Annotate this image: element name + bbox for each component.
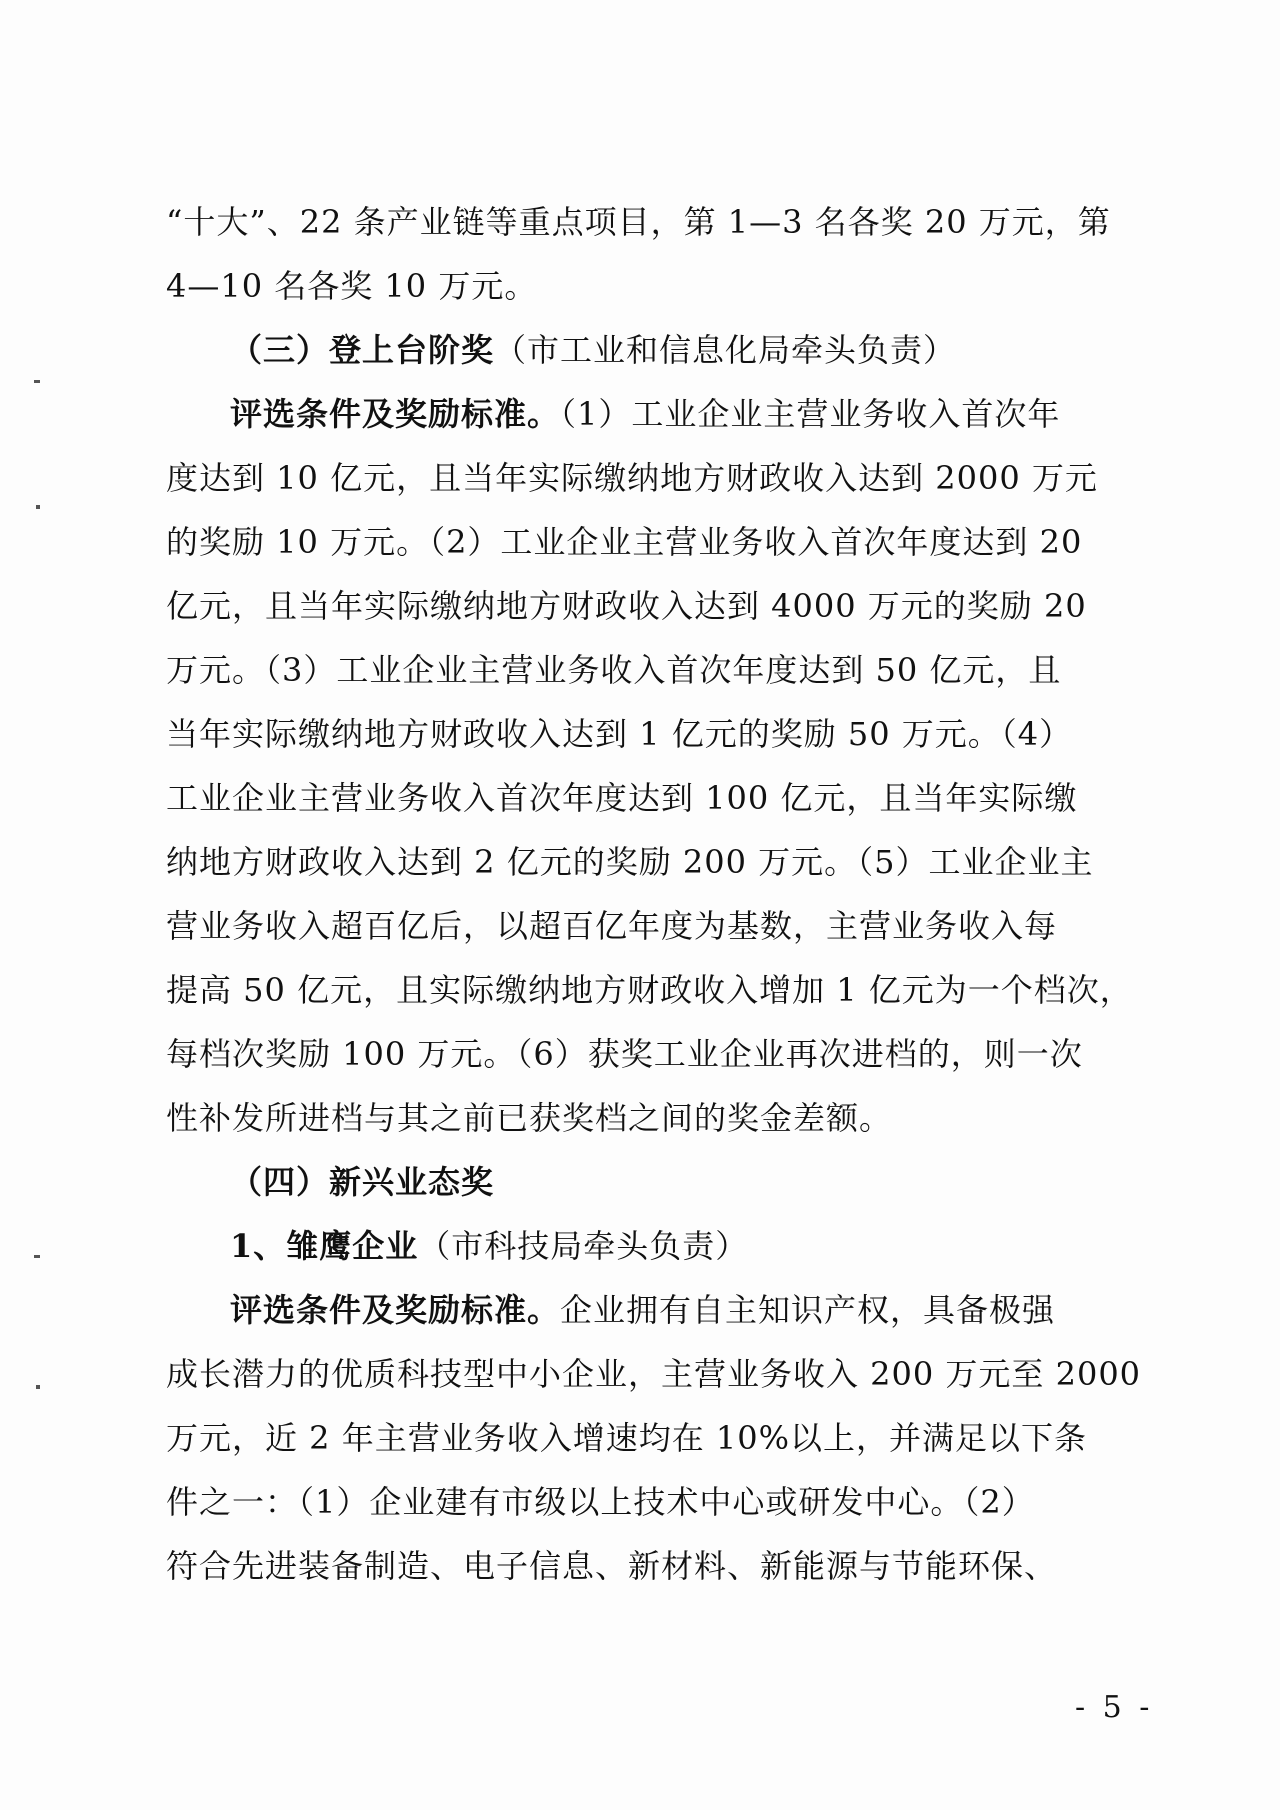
section-heading bbox=[166, 1150, 1116, 1214]
paragraph-lead: 评选条件及奖励标准。 bbox=[230, 395, 561, 433]
text-line: 营业务收入超百亿后，以超百亿年度为基数，主营业务收入每 bbox=[166, 907, 1058, 945]
text-line: 的奖励 10 万元。（2）工业企业主营业务收入首次年度达到 20 bbox=[166, 523, 1083, 561]
paragraph-lead: 评选条件及奖励标准。 bbox=[230, 1291, 561, 1329]
paragraph-text: 企业拥有自主知识产权，具备极强 bbox=[560, 1291, 1056, 1329]
page-number: - 5 - bbox=[1075, 1690, 1154, 1725]
text-line: 符合先进装备制造、电子信息、新材料、新能源与节能环保、 bbox=[166, 1547, 1058, 1585]
section-title: （四）新兴业态奖 bbox=[230, 1163, 495, 1201]
text-line: 4—10 名各奖 10 万元。 bbox=[166, 267, 538, 305]
text-line: 万元。（3）工业企业主营业务收入首次年度达到 50 亿元，且 bbox=[166, 651, 1062, 689]
paragraph-text: （1）工业企业主营业务收入首次年 bbox=[560, 395, 1061, 433]
text-line bbox=[166, 1278, 1116, 1342]
text-line: 度达到 10 亿元，且当年实际缴纳地方财政收入达到 2000 万元 bbox=[166, 459, 1098, 497]
section-heading bbox=[166, 318, 1116, 382]
text-line bbox=[166, 382, 1116, 446]
text-line: 性补发所进档与其之前已获奖档之间的奖金差额。 bbox=[166, 1099, 893, 1137]
text-line: 成长潜力的优质科技型中小企业，主营业务收入 200 万元至 2000 bbox=[166, 1355, 1142, 1393]
scan-artifact-mark bbox=[34, 380, 40, 383]
text-line: 提高 50 亿元，且实际缴纳地方财政收入增加 1 亿元为一个档次， bbox=[166, 971, 1133, 1009]
subsection-title: 1、雏鹰企业 bbox=[230, 1227, 419, 1265]
section-title: （三）登上台阶奖 bbox=[230, 331, 495, 369]
text-line: 每档次奖励 100 万元。（6）获奖工业企业再次进档的，则一次 bbox=[166, 1035, 1083, 1073]
section-note: （市工业和信息化局牵头负责） bbox=[494, 331, 957, 369]
text-line: 当年实际缴纳地方财政收入达到 1 亿元的奖励 50 万元。（4） bbox=[166, 715, 1073, 753]
text-line: 工业企业主营业务收入首次年度达到 100 亿元，且当年实际缴 bbox=[166, 779, 1078, 817]
scan-artifact-mark bbox=[36, 505, 40, 509]
subsection-note: （市科技局牵头负责） bbox=[418, 1227, 749, 1265]
text-line: 万元，近 2 年主营业务收入增速均在 10%以上，并满足以下条 bbox=[166, 1419, 1088, 1457]
text-line: 件之一：（1）企业建有市级以上技术中心或研发中心。（2） bbox=[166, 1483, 1035, 1521]
text-line: “十大”、22 条产业链等重点项目，第 1—3 名各奖 20 万元，第 bbox=[166, 203, 1111, 241]
text-line: 纳地方财政收入达到 2 亿元的奖励 200 万元。（5）工业企业主 bbox=[166, 843, 1094, 881]
body-text bbox=[166, 190, 1142, 1598]
scan-artifact-mark bbox=[34, 1255, 40, 1258]
subsection-heading bbox=[166, 1214, 1116, 1278]
text-line: 亿元，且当年实际缴纳地方财政收入达到 4000 万元的奖励 20 bbox=[166, 587, 1087, 625]
scan-artifact-mark bbox=[36, 1385, 40, 1389]
